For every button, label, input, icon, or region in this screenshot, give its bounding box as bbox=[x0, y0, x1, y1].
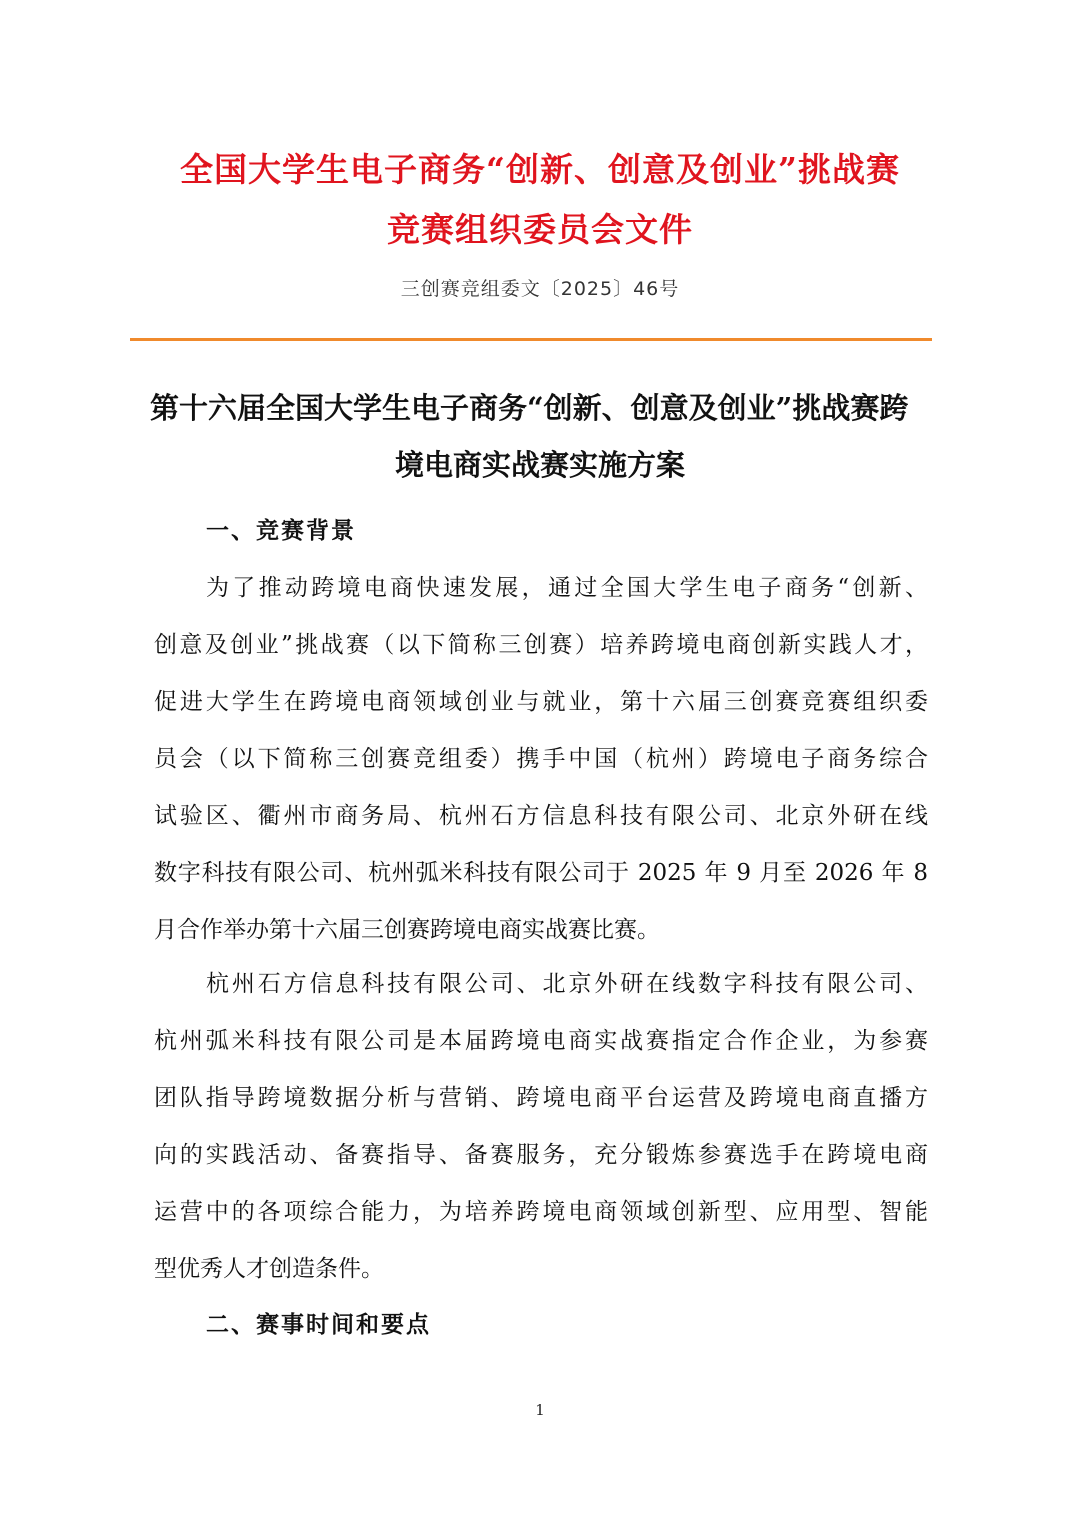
document-title-line-1: 第十六届全国大学生电子商务“创新、创意及创业”挑战赛跨 bbox=[150, 391, 909, 425]
paragraph-line: 为了推动跨境电商快速发展，通过全国大学生电子商务“创新、 bbox=[206, 575, 928, 601]
paragraph-line: 杭州石方信息科技有限公司、北京外研在线数字科技有限公司、 bbox=[206, 971, 928, 997]
paragraph-line: 试验区、衢州市商务局、杭州石方信息科技有限公司、北京外研在线 bbox=[154, 803, 928, 829]
paragraph-line: 促进大学生在跨境电商领域创业与就业，第十六届三创赛竞赛组织委 bbox=[154, 689, 928, 715]
paragraph-line: 数字科技有限公司、杭州弧米科技有限公司于 2025 年 9 月至 2026 年 8 bbox=[154, 860, 928, 886]
page-number: 1 bbox=[535, 1401, 545, 1419]
section-heading-background: 一、竞赛背景 bbox=[206, 517, 356, 544]
document-title-line-2: 境电商实战赛实施方案 bbox=[394, 448, 685, 482]
paragraph-line: 型优秀人才创造条件。 bbox=[154, 1256, 384, 1282]
issuer-title-line-1: 全国大学生电子商务“创新、创意及创业”挑战赛 bbox=[180, 150, 900, 189]
paragraph-line: 团队指导跨境数据分析与营销、跨境电商平台运营及跨境电商直播方 bbox=[154, 1085, 928, 1111]
paragraph-line: 创意及创业”挑战赛（以下简称三创赛）培养跨境电商创新实践人才， bbox=[154, 632, 928, 658]
section-heading-schedule: 二、赛事时间和要点 bbox=[206, 1311, 431, 1338]
document-number: 三创赛竞组委文〔2025〕46号 bbox=[400, 278, 680, 300]
paragraph-line: 向的实践活动、备赛指导、备赛服务，充分锻炼参赛选手在跨境电商 bbox=[154, 1142, 928, 1168]
paragraph-line: 杭州弧米科技有限公司是本届跨境电商实战赛指定合作企业，为参赛 bbox=[154, 1028, 928, 1054]
header-divider bbox=[130, 338, 932, 341]
paragraph-line: 员会（以下简称三创赛竞组委）携手中国（杭州）跨境电子商务综合 bbox=[154, 746, 928, 772]
paragraph-line: 运营中的各项综合能力，为培养跨境电商领域创新型、应用型、智能 bbox=[154, 1199, 928, 1225]
paragraph-line: 月合作举办第十六届三创赛跨境电商实战赛比赛。 bbox=[154, 917, 660, 943]
issuer-title-line-2: 竞赛组织委员会文件 bbox=[387, 210, 693, 249]
